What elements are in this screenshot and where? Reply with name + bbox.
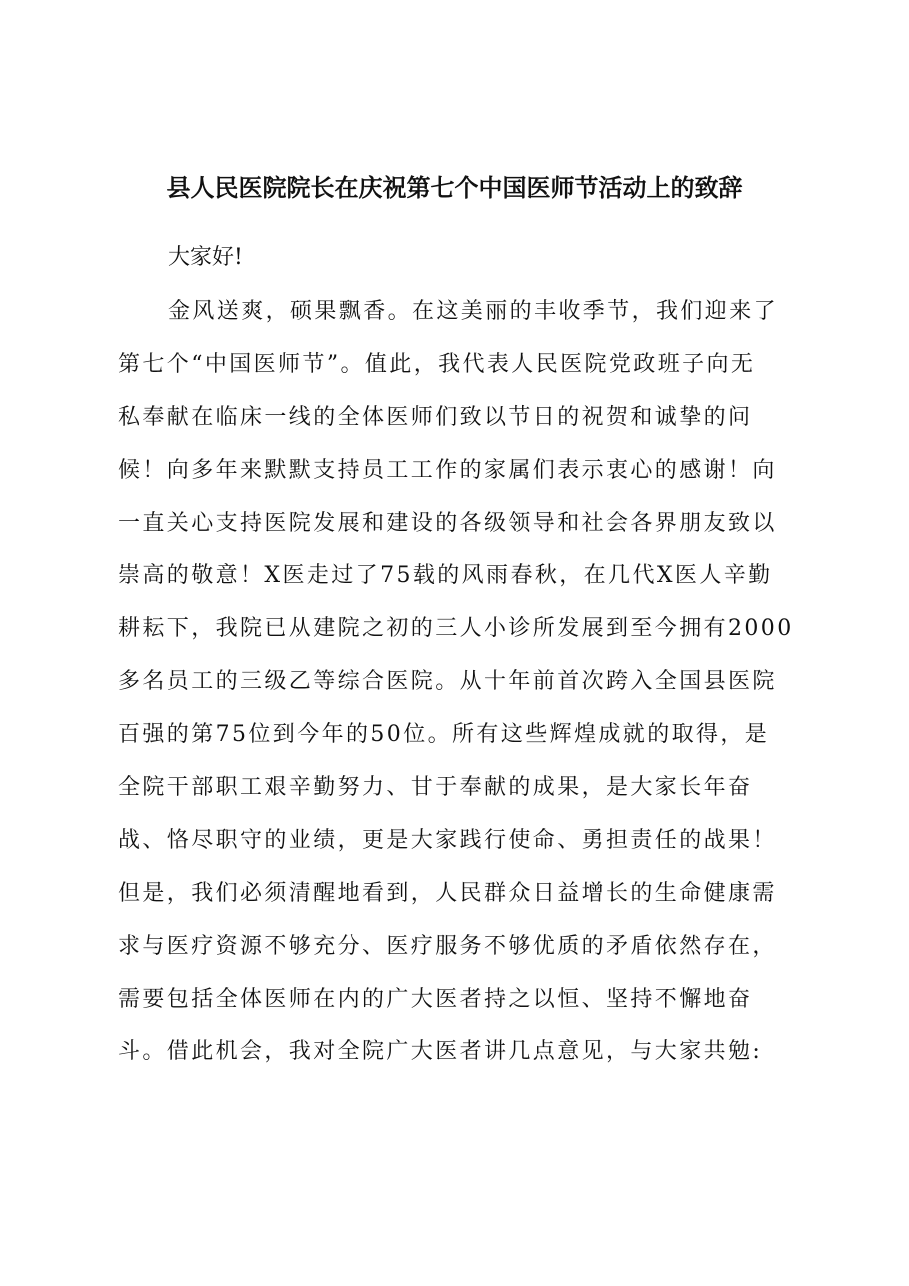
text-line: 候！向多年来默默支持员工工作的家属们表示衷心的感谢！向 (118, 457, 777, 483)
text-line: 私奉献在临床一线的全体医师们致以节日的祝贺和诚挚的问 (118, 404, 753, 430)
text-line: 全院干部职工艰辛勤努力、甘于奉献的成果，是大家长年奋 (118, 775, 753, 801)
text-line: 需要包括全体医师在内的广大医者持之以恒、坚持不懈地奋 (118, 986, 753, 1012)
text-line: 战、恪尽职守的业绩，更是大家践行使命、勇担责任的战果！ (118, 827, 777, 853)
body-paragraph (118, 292, 798, 1085)
text-line: 求与医疗资源不够充分、医疗服务不够优质的矛盾依然存在， (118, 933, 777, 959)
greeting-text: 大家好! (168, 245, 243, 270)
document-title: 县人民医院院长在庆祝第七个中国医师节活动上的致辞 (166, 173, 743, 202)
text-line: 第七个“中国医师节”。值此，我代表人民医院党政班子向无 (118, 351, 756, 377)
text-line: 但是，我们必须清醒地看到，人民群众日益增长的生命健康需 (118, 880, 777, 906)
text-line: 多名员工的三级乙等综合医院。从十年前首次跨入全国县医院 (118, 669, 777, 695)
text-line: 百强的第75位到今年的50位。所有这些辉煌成就的取得，是 (118, 722, 770, 748)
text-line: 耕耘下，我院已从建院之初的三人小诊所发展到至今拥有2000 (118, 616, 794, 642)
text-line: 金风送爽，硕果飘香。在这美丽的丰收季节，我们迎来了 (168, 299, 779, 324)
text-line: 一直关心支持医院发展和建设的各级领导和社会各界朋友致以 (118, 510, 777, 536)
text-line: 崇高的敬意！X医走过了75载的风雨春秋，在几代X医人辛勤 (118, 563, 773, 589)
text-line: 斗。借此机会，我对全院广大医者讲几点意见，与大家共勉: (118, 1039, 763, 1065)
